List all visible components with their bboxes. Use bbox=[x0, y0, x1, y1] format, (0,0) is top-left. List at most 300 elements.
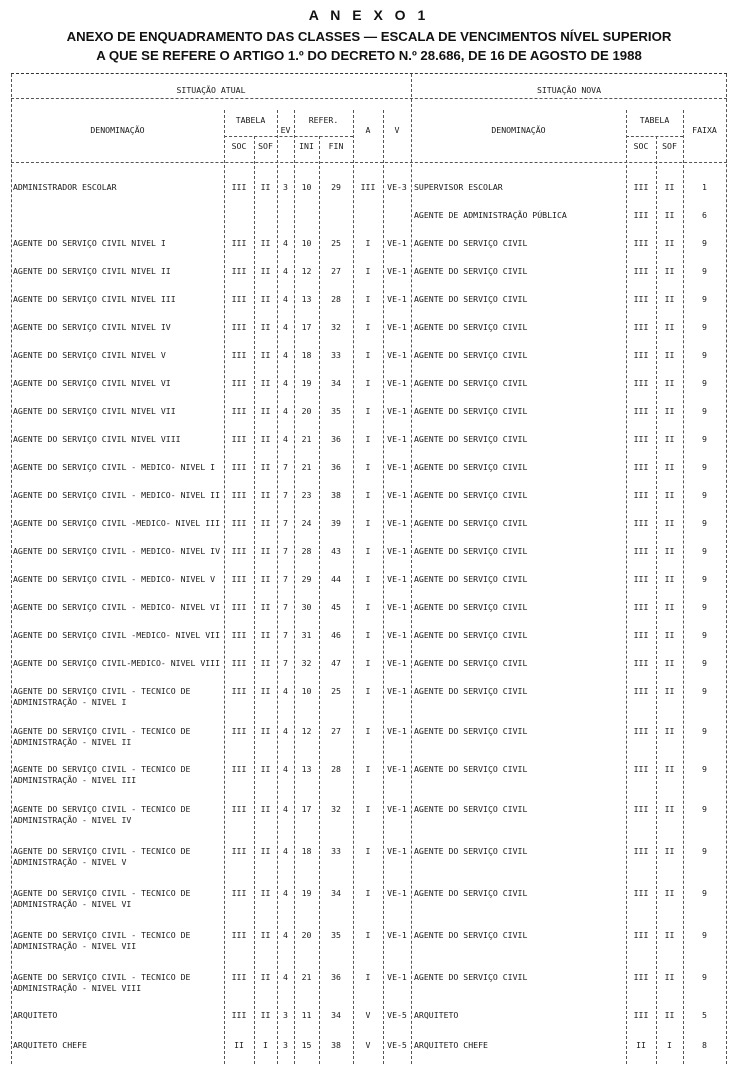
new-sof-value: II bbox=[664, 518, 675, 528]
ini-value: 29 bbox=[301, 574, 312, 584]
sof-value: II bbox=[260, 972, 271, 982]
rule-a-right bbox=[383, 110, 384, 1064]
new-sof-value: II bbox=[664, 888, 675, 898]
ev-value: 4 bbox=[283, 378, 288, 388]
sof-value: II bbox=[260, 630, 271, 640]
old-denomination-line2: ADMINISTRAÇÃO - NIVEL V bbox=[13, 857, 127, 867]
fin-value: 36 bbox=[331, 434, 341, 444]
sof-value: II bbox=[260, 888, 271, 898]
rule-tabela-sub bbox=[224, 136, 353, 137]
v-value: VE-1 bbox=[387, 804, 407, 814]
annex-title: A N E X O 1 bbox=[308, 7, 430, 23]
soc-value: III bbox=[231, 764, 247, 774]
soc-value: III bbox=[231, 490, 247, 500]
soc-new-header: SOC bbox=[633, 141, 649, 151]
old-denomination-line2: ADMINISTRAÇÃO - NIVEL I bbox=[13, 697, 127, 707]
new-soc-value: III bbox=[633, 574, 649, 584]
old-denomination-line2: ADMINISTRAÇÃO - NIVEL IV bbox=[13, 815, 132, 825]
new-sof-value: II bbox=[664, 630, 675, 640]
ev-value: 4 bbox=[283, 238, 288, 248]
old-denomination: AGENTE DO SERVIÇO CIVIL - MEDICO- NIVEL IV bbox=[13, 546, 221, 556]
new-denomination: AGENTE DO SERVIÇO CIVIL bbox=[414, 658, 528, 668]
v-value: VE-1 bbox=[387, 406, 407, 416]
v-value: VE-1 bbox=[387, 930, 407, 940]
a-value: I bbox=[365, 322, 371, 332]
new-denomination: AGENTE DO SERVIÇO CIVIL bbox=[414, 686, 528, 696]
rule-header-bottom bbox=[11, 162, 727, 163]
new-soc-value: III bbox=[633, 1010, 649, 1020]
soc-value: III bbox=[231, 434, 247, 444]
v-value: VE-1 bbox=[387, 726, 407, 736]
faixa-value: 6 bbox=[702, 210, 707, 220]
new-denomination: AGENTE DO SERVIÇO CIVIL bbox=[414, 518, 528, 528]
sof-value: II bbox=[260, 238, 271, 248]
denominacao-new-header: DENOMINAÇÃO bbox=[491, 125, 546, 135]
new-sof-value: I bbox=[667, 1040, 672, 1050]
old-denomination: ARQUITETO bbox=[13, 1010, 58, 1020]
sof-value: II bbox=[260, 764, 271, 774]
a-value: III bbox=[360, 182, 376, 192]
a-value: I bbox=[365, 518, 371, 528]
new-soc-value: III bbox=[633, 182, 649, 192]
sof-value: II bbox=[260, 726, 271, 736]
new-soc-value: III bbox=[633, 658, 649, 668]
fin-value: 43 bbox=[331, 546, 341, 556]
faixa-value: 9 bbox=[702, 350, 707, 360]
sof-old-header: SOF bbox=[258, 141, 273, 151]
old-denomination: AGENTE DO SERVIÇO CIVIL - TECNICO DE bbox=[13, 726, 191, 736]
fin-value: 32 bbox=[331, 322, 341, 332]
faixa-value: 9 bbox=[702, 574, 707, 584]
new-soc-value: III bbox=[633, 764, 649, 774]
faixa-value: 9 bbox=[702, 434, 707, 444]
ev-value: 4 bbox=[283, 686, 288, 696]
soc-value: III bbox=[231, 294, 247, 304]
fin-value: 27 bbox=[331, 266, 341, 276]
new-denomination: AGENTE DO SERVIÇO CIVIL bbox=[414, 266, 528, 276]
new-sof-value: II bbox=[664, 378, 675, 388]
a-value: I bbox=[365, 490, 371, 500]
new-denomination: ARQUITETO bbox=[414, 1010, 459, 1020]
new-soc-value: III bbox=[633, 686, 649, 696]
old-denomination: AGENTE DO SERVIÇO CIVIL - TECNICO DE bbox=[13, 846, 191, 856]
old-denomination: AGENTE DO SERVIÇO CIVIL NIVEL I bbox=[13, 238, 166, 248]
old-denomination: AGENTE DO SERVIÇO CIVIL -MEDICO- NIVEL III bbox=[13, 518, 221, 528]
a-value: I bbox=[365, 930, 371, 940]
new-sof-value: II bbox=[664, 658, 675, 668]
new-sof-value: II bbox=[664, 930, 675, 940]
annex-subtitle: ANEXO DE ENQUADRAMENTO DAS CLASSES — ESCALA DE VENCIMENTOS NÍVEL SUPERIOR bbox=[66, 29, 672, 44]
faixa-header: FAIXA bbox=[692, 125, 717, 135]
old-denomination: AGENTE DO SERVIÇO CIVIL - TECNICO DE bbox=[13, 930, 191, 940]
ini-value: 24 bbox=[301, 518, 312, 528]
sof-value: II bbox=[260, 846, 271, 856]
faixa-value: 9 bbox=[702, 378, 707, 388]
ini-value: 20 bbox=[301, 930, 312, 940]
a-value: V bbox=[365, 1040, 371, 1050]
sof-value: II bbox=[260, 686, 271, 696]
refer-header: REFER. bbox=[308, 115, 339, 125]
ev-value: 4 bbox=[283, 266, 288, 276]
soc-value: III bbox=[231, 182, 247, 192]
new-sof-value: II bbox=[664, 602, 675, 612]
new-soc-value: III bbox=[633, 406, 649, 416]
old-denomination: AGENTE DO SERVIÇO CIVIL NIVEL VI bbox=[13, 378, 171, 388]
soc-value: III bbox=[231, 266, 247, 276]
soc-value: III bbox=[231, 1010, 247, 1020]
v-value: VE-1 bbox=[387, 238, 407, 248]
v-value: VE-1 bbox=[387, 630, 407, 640]
new-sof-value: II bbox=[664, 804, 675, 814]
ini-value: 10 bbox=[301, 238, 312, 248]
classification-table bbox=[11, 73, 727, 1064]
new-soc-value: III bbox=[633, 546, 649, 556]
new-soc-value: III bbox=[633, 210, 649, 220]
ev-value: 3 bbox=[283, 182, 288, 192]
ini-value: 28 bbox=[301, 546, 312, 556]
old-denomination-line2: ADMINISTRAÇÃO - NIVEL VIII bbox=[13, 983, 142, 993]
ini-value: 11 bbox=[301, 1010, 312, 1020]
new-denomination: AGENTE DO SERVIÇO CIVIL bbox=[414, 846, 528, 856]
old-denomination: AGENTE DO SERVIÇO CIVIL NIVEL III bbox=[13, 294, 176, 304]
fin-value: 29 bbox=[331, 182, 341, 192]
ev-value: 4 bbox=[283, 350, 288, 360]
sof-value: II bbox=[260, 602, 271, 612]
rule-middle bbox=[411, 74, 412, 1064]
old-denomination: AGENTE DO SERVIÇO CIVIL - TECNICO DE bbox=[13, 804, 191, 814]
ini-value: 19 bbox=[301, 378, 312, 388]
new-denomination: AGENTE DO SERVIÇO CIVIL bbox=[414, 462, 528, 472]
ev-value: 4 bbox=[283, 930, 288, 940]
fin-value: 27 bbox=[331, 726, 341, 736]
soc-value: III bbox=[231, 630, 247, 640]
v-value: VE-3 bbox=[387, 182, 407, 192]
old-denomination-line2: ADMINISTRAÇÃO - NIVEL VI bbox=[13, 899, 132, 909]
sof-value: II bbox=[260, 406, 271, 416]
new-denomination: AGENTE DO SERVIÇO CIVIL bbox=[414, 630, 528, 640]
sof-value: II bbox=[260, 182, 271, 192]
rule-situacao bbox=[11, 98, 727, 99]
faixa-value: 9 bbox=[702, 764, 707, 774]
a-header: A bbox=[365, 125, 371, 135]
new-soc-value: III bbox=[633, 630, 649, 640]
old-denomination: AGENTE DO SERVIÇO CIVIL NIVEL II bbox=[13, 266, 171, 276]
soc-value: III bbox=[231, 930, 247, 940]
situacao-nova-label: SITUAÇÃO NOVA bbox=[536, 85, 602, 95]
v-value: VE-1 bbox=[387, 574, 407, 584]
a-value: I bbox=[365, 294, 371, 304]
fin-value: 38 bbox=[331, 490, 341, 500]
ev-value: 4 bbox=[283, 322, 288, 332]
faixa-value: 5 bbox=[702, 1010, 707, 1020]
new-denomination: AGENTE DO SERVIÇO CIVIL bbox=[414, 322, 528, 332]
soc-value: III bbox=[231, 726, 247, 736]
old-denomination-line2: ADMINISTRAÇÃO - NIVEL II bbox=[13, 737, 132, 747]
new-sof-value: II bbox=[664, 686, 675, 696]
v-value: VE-1 bbox=[387, 350, 407, 360]
sof-value: II bbox=[260, 518, 271, 528]
new-denomination: AGENTE DO SERVIÇO CIVIL bbox=[414, 804, 528, 814]
v-value: VE-1 bbox=[387, 294, 407, 304]
ini-value: 32 bbox=[301, 658, 312, 668]
old-denomination: ARQUITETO CHEFE bbox=[13, 1040, 87, 1050]
rule-refer-right bbox=[353, 110, 354, 1064]
sof-value: II bbox=[260, 350, 271, 360]
old-denomination: AGENTE DO SERVIÇO CIVIL - MEDICO- NIVEL II bbox=[13, 490, 221, 500]
a-value: I bbox=[365, 686, 371, 696]
ini-value: 10 bbox=[301, 182, 312, 192]
new-soc-value: III bbox=[633, 726, 649, 736]
new-soc-value: III bbox=[633, 490, 649, 500]
ev-value: 4 bbox=[283, 972, 288, 982]
faixa-value: 9 bbox=[702, 686, 707, 696]
ev-value: 3 bbox=[283, 1010, 288, 1020]
a-value: I bbox=[365, 726, 371, 736]
new-soc-value: III bbox=[633, 238, 649, 248]
old-denomination: AGENTE DO SERVIÇO CIVIL - TECNICO DE bbox=[13, 972, 191, 982]
a-value: I bbox=[365, 764, 371, 774]
a-value: I bbox=[365, 630, 371, 640]
old-denomination: AGENTE DO SERVIÇO CIVIL NIVEL IV bbox=[13, 322, 171, 332]
v-value: VE-1 bbox=[387, 602, 407, 612]
faixa-value: 8 bbox=[702, 1040, 707, 1050]
v-header: V bbox=[394, 125, 400, 135]
fin-value: 39 bbox=[331, 518, 341, 528]
soc-value: III bbox=[231, 546, 247, 556]
new-denomination: SUPERVISOR ESCOLAR bbox=[414, 182, 503, 192]
ini-value: 13 bbox=[301, 764, 312, 774]
rule-tabela-left bbox=[224, 110, 225, 1064]
new-denomination: AGENTE DO SERVIÇO CIVIL bbox=[414, 930, 528, 940]
fin-value: 35 bbox=[331, 930, 341, 940]
ini-value: 13 bbox=[301, 294, 312, 304]
faixa-value: 9 bbox=[702, 462, 707, 472]
new-sof-value: II bbox=[664, 846, 675, 856]
situacao-atual-label: SITUAÇÃO ATUAL bbox=[176, 85, 246, 95]
ini-value: 18 bbox=[301, 350, 312, 360]
ini-value: 18 bbox=[301, 846, 312, 856]
new-denomination: AGENTE DO SERVIÇO CIVIL bbox=[414, 602, 528, 612]
ev-value: 7 bbox=[283, 602, 288, 612]
faixa-value: 9 bbox=[702, 658, 707, 668]
new-sof-value: II bbox=[664, 764, 675, 774]
faixa-value: 9 bbox=[702, 294, 707, 304]
new-soc-value: III bbox=[633, 350, 649, 360]
faixa-value: 9 bbox=[702, 406, 707, 416]
v-value: VE-1 bbox=[387, 462, 407, 472]
new-sof-value: II bbox=[664, 182, 675, 192]
a-value: I bbox=[365, 546, 371, 556]
ev-value: 7 bbox=[283, 630, 288, 640]
old-denomination: AGENTE DO SERVIÇO CIVIL NIVEL V bbox=[13, 350, 166, 360]
new-sof-value: II bbox=[664, 462, 675, 472]
ini-value: 19 bbox=[301, 888, 312, 898]
new-soc-value: III bbox=[633, 378, 649, 388]
ini-value: 21 bbox=[301, 462, 312, 472]
v-value: VE-1 bbox=[387, 518, 407, 528]
sof-value: II bbox=[260, 378, 271, 388]
v-value: VE-5 bbox=[387, 1040, 407, 1050]
v-value: VE-1 bbox=[387, 846, 407, 856]
tabela-old-header: TABELA bbox=[235, 115, 266, 125]
ev-value: 7 bbox=[283, 462, 288, 472]
sof-value: II bbox=[260, 490, 271, 500]
new-sof-value: II bbox=[664, 726, 675, 736]
ini-value: 21 bbox=[301, 972, 312, 982]
rule-new-tabela-sub bbox=[626, 136, 683, 137]
a-value: I bbox=[365, 658, 371, 668]
ini-value: 15 bbox=[301, 1040, 312, 1050]
faixa-value: 9 bbox=[702, 846, 707, 856]
soc-value: III bbox=[231, 406, 247, 416]
old-denomination-line2: ADMINISTRAÇÃO - NIVEL III bbox=[13, 775, 137, 785]
old-denomination: AGENTE DO SERVIÇO CIVIL - MEDICO- NIVEL I bbox=[13, 462, 216, 472]
a-value: I bbox=[365, 406, 371, 416]
sof-value: II bbox=[260, 322, 271, 332]
rule-new-tabela-left bbox=[626, 110, 627, 1064]
new-soc-value: III bbox=[633, 518, 649, 528]
ev-value: 7 bbox=[283, 490, 288, 500]
soc-value: III bbox=[231, 378, 247, 388]
new-denomination: AGENTE DO SERVIÇO CIVIL bbox=[414, 726, 528, 736]
new-sof-value: II bbox=[664, 350, 675, 360]
old-denomination: AGENTE DO SERVIÇO CIVIL -MEDICO- NIVEL VII bbox=[13, 630, 221, 640]
soc-value: III bbox=[231, 462, 247, 472]
v-value: VE-5 bbox=[387, 1010, 407, 1020]
new-soc-value: III bbox=[633, 322, 649, 332]
ini-value: 23 bbox=[301, 490, 312, 500]
ev-value: 4 bbox=[283, 888, 288, 898]
new-denomination: AGENTE DO SERVIÇO CIVIL bbox=[414, 888, 528, 898]
new-soc-value: III bbox=[633, 804, 649, 814]
new-sof-value: II bbox=[664, 266, 675, 276]
new-sof-value: II bbox=[664, 546, 675, 556]
soc-value: III bbox=[231, 846, 247, 856]
new-denomination: AGENTE DO SERVIÇO CIVIL bbox=[414, 764, 528, 774]
v-value: VE-1 bbox=[387, 434, 407, 444]
new-soc-value: III bbox=[633, 462, 649, 472]
ev-value: 4 bbox=[283, 764, 288, 774]
fin-value: 33 bbox=[331, 350, 341, 360]
fin-value: 36 bbox=[331, 972, 341, 982]
v-value: VE-1 bbox=[387, 764, 407, 774]
new-denomination: AGENTE DO SERVIÇO CIVIL bbox=[414, 378, 528, 388]
sof-value: I bbox=[263, 1040, 268, 1050]
ev-value: 4 bbox=[283, 294, 288, 304]
fin-value: 28 bbox=[331, 294, 341, 304]
new-soc-value: III bbox=[633, 294, 649, 304]
a-value: I bbox=[365, 972, 371, 982]
old-denomination: AGENTE DO SERVIÇO CIVIL - TECNICO DE bbox=[13, 686, 191, 696]
ev-header: EV bbox=[280, 125, 291, 135]
rule-tabela-right bbox=[277, 110, 278, 1064]
ev-value: 4 bbox=[283, 726, 288, 736]
sof-value: II bbox=[260, 658, 271, 668]
new-sof-value: II bbox=[664, 406, 675, 416]
sof-value: II bbox=[260, 434, 271, 444]
soc-value: III bbox=[231, 322, 247, 332]
old-denomination: AGENTE DO SERVIÇO CIVIL - TECNICO DE bbox=[13, 764, 191, 774]
a-value: I bbox=[365, 846, 371, 856]
faixa-value: 9 bbox=[702, 630, 707, 640]
ini-value: 12 bbox=[301, 266, 312, 276]
new-denomination: AGENTE DO SERVIÇO CIVIL bbox=[414, 238, 528, 248]
new-soc-value: III bbox=[633, 972, 649, 982]
ev-value: 4 bbox=[283, 804, 288, 814]
new-soc-value: III bbox=[633, 930, 649, 940]
faixa-value: 9 bbox=[702, 972, 707, 982]
a-value: I bbox=[365, 350, 371, 360]
faixa-value: 9 bbox=[702, 930, 707, 940]
v-value: VE-1 bbox=[387, 322, 407, 332]
new-sof-value: II bbox=[664, 210, 675, 220]
old-denomination: AGENTE DO SERVIÇO CIVIL NIVEL VIII bbox=[13, 434, 181, 444]
ini-value: 31 bbox=[301, 630, 312, 640]
ini-header: INI bbox=[299, 141, 314, 151]
fin-header: FIN bbox=[328, 141, 344, 151]
denominacao-old-header: DENOMINAÇÃO bbox=[90, 125, 145, 135]
soc-value: III bbox=[231, 658, 247, 668]
new-soc-value: III bbox=[633, 434, 649, 444]
rule-new-tabela-right bbox=[683, 110, 684, 1064]
old-denomination: AGENTE DO SERVIÇO CIVIL - MEDICO- NIVEL VI bbox=[13, 602, 221, 612]
new-soc-value: III bbox=[633, 602, 649, 612]
new-soc-value: III bbox=[633, 888, 649, 898]
sof-value: II bbox=[260, 294, 271, 304]
old-denomination: AGENTE DO SERVIÇO CIVIL - TECNICO DE bbox=[13, 888, 191, 898]
new-denomination: ARQUITETO CHEFE bbox=[414, 1040, 488, 1050]
soc-value: III bbox=[231, 602, 247, 612]
ev-value: 7 bbox=[283, 518, 288, 528]
sof-value: II bbox=[260, 804, 271, 814]
a-value: I bbox=[365, 434, 371, 444]
old-denomination: AGENTE DO SERVIÇO CIVIL-MEDICO- NIVEL VIII bbox=[13, 658, 221, 668]
v-value: VE-1 bbox=[387, 686, 407, 696]
v-value: VE-1 bbox=[387, 490, 407, 500]
new-denomination: AGENTE DO SERVIÇO CIVIL bbox=[414, 574, 528, 584]
new-denomination: AGENTE DO SERVIÇO CIVIL bbox=[414, 406, 528, 416]
sof-new-header: SOF bbox=[662, 141, 677, 151]
sof-value: II bbox=[260, 574, 271, 584]
ini-value: 12 bbox=[301, 726, 312, 736]
a-value: I bbox=[365, 266, 371, 276]
new-denomination: AGENTE DO SERVIÇO CIVIL bbox=[414, 294, 528, 304]
new-sof-value: II bbox=[664, 972, 675, 982]
v-value: VE-1 bbox=[387, 266, 407, 276]
new-soc-value: III bbox=[633, 846, 649, 856]
faixa-value: 9 bbox=[702, 726, 707, 736]
new-sof-value: II bbox=[664, 434, 675, 444]
soc-old-header: SOC bbox=[231, 141, 247, 151]
fin-value: 33 bbox=[331, 846, 341, 856]
fin-value: 47 bbox=[331, 658, 341, 668]
v-value: VE-1 bbox=[387, 546, 407, 556]
soc-value: III bbox=[231, 574, 247, 584]
faixa-value: 9 bbox=[702, 546, 707, 556]
new-sof-value: II bbox=[664, 1010, 675, 1020]
ev-value: 4 bbox=[283, 434, 288, 444]
sof-value: II bbox=[260, 546, 271, 556]
a-value: I bbox=[365, 804, 371, 814]
ini-value: 10 bbox=[301, 686, 312, 696]
new-sof-value: II bbox=[664, 490, 675, 500]
faixa-value: 9 bbox=[702, 888, 707, 898]
fin-value: 25 bbox=[331, 686, 341, 696]
ev-value: 7 bbox=[283, 658, 288, 668]
old-denomination: ADMINISTRADOR ESCOLAR bbox=[13, 182, 117, 192]
ini-value: 20 bbox=[301, 406, 312, 416]
rule-right bbox=[726, 74, 727, 1064]
